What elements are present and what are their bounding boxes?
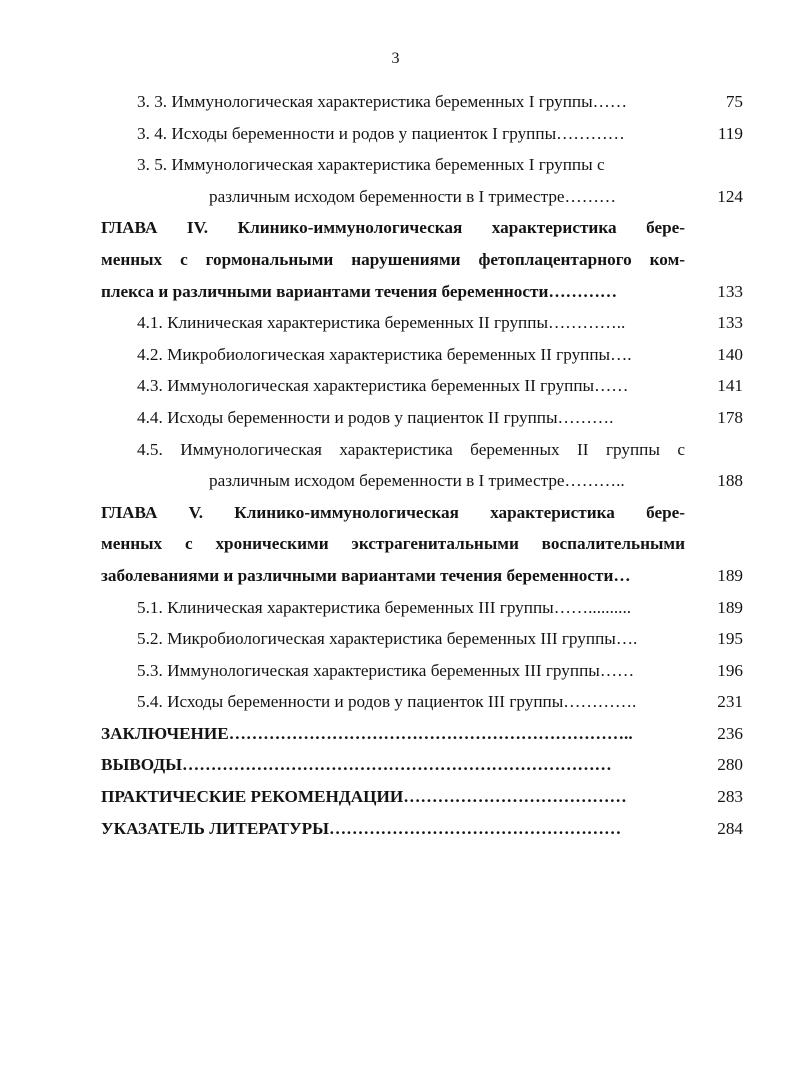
toc-entry-text: ВЫВОДЫ………………………………………………………………… (101, 755, 612, 775)
toc-entry-text-line: 4.5. Иммунологическая характеристика беременных II группы с (137, 439, 685, 459)
toc-entry-page: 189 (717, 597, 743, 617)
toc-entry-3-3 (0, 86, 791, 118)
toc-entry-4-1 (0, 307, 791, 339)
toc-entry-text: 4.1. Клиническая характеристика беременных II группы………….. (137, 313, 626, 333)
toc-entry-text: 4.3. Иммунологическая характеристика беременных II группы…… (137, 376, 629, 396)
toc-entry-findings (0, 749, 791, 781)
toc-entry-text: 5.3. Иммунологическая характеристика беременных III группы…… (137, 660, 635, 680)
chapter-title-line: заболеваниями и различными вариантами течения беременности… (101, 565, 631, 585)
toc-entry-text: 5.2. Микробиологическая характеристика беременных III группы…. (137, 629, 638, 649)
toc-entry-conclusion (0, 718, 791, 750)
toc-entry-text: 4.4. Исходы беременности и родов у пациенток II группы………. (137, 407, 614, 427)
toc-entry-page: 140 (717, 344, 743, 364)
toc-entry-5-4 (0, 686, 791, 718)
toc-entry-page: 283 (717, 787, 743, 807)
toc-entry-text: УКАЗАТЕЛЬ ЛИТЕРАТУРЫ…………………………………………… (101, 818, 622, 838)
toc-entry-text: ПРАКТИЧЕСКИЕ РЕКОМЕНДАЦИИ………………………………… (101, 787, 627, 807)
toc-entry-references (0, 813, 791, 845)
toc-entry-page: 284 (717, 818, 743, 838)
toc-entry-page: 119 (717, 123, 743, 143)
toc-entry-5-1 (0, 592, 791, 624)
chapter-title-line: менных с хроническими экстрагенитальными воспалительными (101, 534, 685, 554)
toc-entry-page: 178 (717, 407, 743, 427)
toc-entry-page: 196 (717, 660, 743, 680)
toc-chapter-5 (0, 497, 791, 592)
toc-entry-page: 236 (717, 723, 743, 743)
toc-entry-5-3 (0, 655, 791, 687)
toc-entry-text-line: различным исходом беременности в I триместре……….. (209, 471, 625, 491)
toc-entry-4-4 (0, 402, 791, 434)
toc-chapter-4 (0, 212, 791, 307)
toc-entry-text: 5.1. Клиническая характеристика беременных III группы…….......... (137, 597, 632, 617)
table-of-contents (0, 86, 791, 844)
toc-entry-page: 280 (717, 755, 743, 775)
toc-entry-3-5 (0, 149, 791, 212)
toc-entry-page: 133 (717, 281, 743, 301)
chapter-title-line: плекса и различными вариантами течения беременности………… (101, 281, 618, 301)
toc-entry-text: 3. 3. Иммунологическая характеристика беременных I группы…… (137, 92, 628, 111)
toc-entry-text-line: различным исходом беременности в I триместре……… (209, 186, 617, 206)
toc-entry-text: 3. 4. Исходы беременности и родов у пациенток I группы………… (137, 123, 625, 143)
toc-entry-page: 124 (717, 186, 743, 206)
toc-entry-page: 133 (717, 313, 743, 333)
toc-entry-page: 75 (725, 92, 743, 111)
toc-entry-recommendations (0, 781, 791, 813)
toc-entry-page: 195 (717, 629, 743, 649)
chapter-title-line: ГЛАВА IV. Клинико-иммунологическая характеристика бере- (101, 218, 685, 238)
toc-entry-5-2 (0, 623, 791, 655)
toc-entry-page: 189 (717, 565, 743, 585)
toc-entry-text: ЗАКЛЮЧЕНИЕ…………………………………………………………….. (101, 723, 633, 743)
toc-entry-text-line: 3. 5. Иммунологическая характеристика беременных I группы с (137, 155, 605, 175)
toc-entry-text: 4.2. Микробиологическая характеристика беременных II группы…. (137, 344, 632, 364)
page-number: 3 (391, 50, 400, 67)
toc-entry-text: 5.4. Исходы беременности и родов у пациенток III группы…………. (137, 692, 637, 712)
toc-entry-4-2 (0, 339, 791, 371)
toc-entry-4-5 (0, 434, 791, 497)
toc-entry-page: 231 (717, 692, 743, 712)
toc-entry-page: 188 (717, 471, 743, 491)
toc-entry-4-3 (0, 370, 791, 402)
toc-entry-page: 141 (717, 376, 743, 396)
chapter-title-line: менных с гормональными нарушениями фетоплацентарного ком- (101, 249, 685, 269)
chapter-title-line: ГЛАВА V. Клинико-иммунологическая характеристика бере- (101, 502, 685, 522)
toc-entry-3-4 (0, 118, 791, 150)
